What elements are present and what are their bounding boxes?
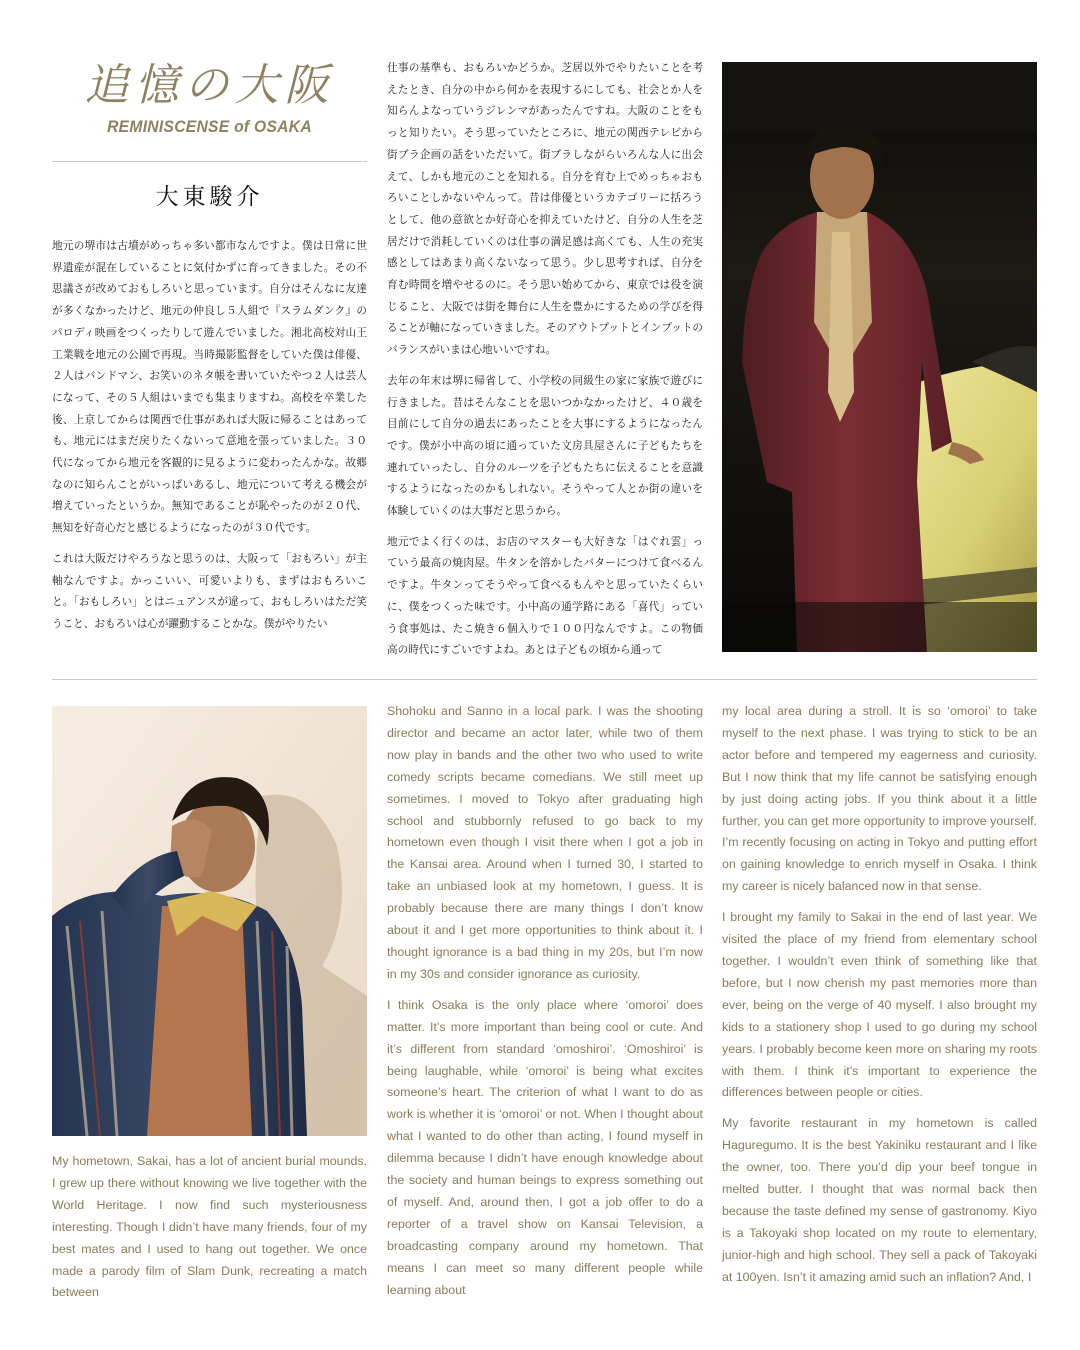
- en-col2-paragraph: Shohoku and Sanno in a local park. I was the shooting director and became an actor later, while two of them now play in bands and the other two who used to write comedy scripts became comedians. We still meet up sometimes. I moved to Tokyo after graduating high school and stubbornly refused to go back to my hometown even though I visit there when I got a job in the Kansai area. Around when I turned 30, I started to take an unbiased look at my hometown, I guess. It is probably because there are many things I don’t know about it and I get more opportunities to think about it. I thought ignorance is a bad thing in my 20s, but I’m now in my 30s and consider ignorance as curiosity.: [387, 704, 703, 981]
- title-divider: [52, 161, 367, 162]
- portrait-photo-suit: [722, 62, 1037, 652]
- jp-column-2: [387, 58, 703, 658]
- jp-col2-paragraph: 地元でよく行くのは、お店のマスターも大好きな「はぐれ雲」っていう最高の焼肉屋。牛タンを溶かしたバターにつけて食べるんですよ。牛タンってそうやって食べるもんやと思っていたくらいに、僕をつくった味です。小中高の通学路にある「喜代」っていう食事処は、たこ焼き６個入りで１００円なんですよ。この物価高の時代にすごいですよね。あとは子どもの頃から通って: [387, 535, 703, 657]
- author-name: 大東駿介: [155, 184, 264, 210]
- section-divider: [52, 679, 1037, 680]
- title-english: REMINISCENSE of OSAKA: [107, 117, 312, 136]
- jp-col2-paragraph: 去年の年末は堺に帰省して、小学校の同級生の家に家族で遊びに行きました。昔はそんなことを思いつかなかったけど、４０歳を目前にして自分の過去にあったことを大事にするようになったんです。僕が小中高の頃に通っていた文房具屋さんに子どもたちを連れていったし、自分のルーツを子どもたちに伝えることを意識するようになったのかもしれない。そうやって人とか街の違いを体験していくのは大事だと思うから。: [387, 374, 703, 518]
- en-col3-paragraph: my local area during a stroll. It is so ‘omoroi’ to take myself to the next phase. I was trying to stick to be an actor before and tempered my eagerness and curiosity. But I now think that my life cannot be satisfying enough by just doing acting jobs. If you think about it a little further, you can get more opportunity to improve yourself. I’m recently focusing on acting in Tokyo and putting effort on gaining knowledge to enrich myself in Osaka. I think my career is nicely balanced now in that sense.: [722, 704, 1037, 894]
- jp-col1-paragraph: 地元の堺市は古墳がめっちゃ多い都市なんですよ。僕は日常に世界遺産が混在していることに気付かずに育ってきました。その不思議さが改めておもしろいと思っています。自分はそんなに友達が多くなかったけど、地元の仲良し５人組で『スラムダンク』のパロディ映画をつくったりして遊んでいました。湘北高校対山王工業戦を地元の公園で再現。当時撮影監督をしていた僕は俳優、２人はバンドマン、お笑いのネタ帳を書いていたやつ２人は芸人になって、その５人組はいまでも集まりますね。高校を卒業した後、上京してからは関西で仕事があれば大阪に帰ることはあっても、地元にはまだ戻りたくないって意地を張っていました。３０代になってから地元を客観的に見るように変わったんかな。故郷なのに知らんことがいっぱいあるし、地元について考える機会が増えていったというか。無知であることが恥やったのが２０代、無知を好奇心だと感じるようになったのが３０代です。: [52, 240, 367, 535]
- en-column-1: [52, 1151, 367, 1300]
- en-column-3: [722, 701, 1037, 1291]
- jp-column-1: [52, 236, 367, 656]
- title-japanese: 追憶の大阪: [84, 60, 335, 111]
- en-col2-paragraph: I think Osaka is the only place where ‘omoroi’ does matter. It’s more important than being cool or cute. And it’s different from standard ‘omoshiroi’. ‘Omoshiroi’ is being laughable, while ‘omoroi’ is being what excites someone’s heart. The criterion of what I want to do as work is whether it is ‘omoroi’ or not. When I thought about what I wanted to do other than acting, I found myself in dilemma because I didn’t have enough knowledge about the society and human beings to express something out of myself. And, around then, I got a job offer to do a reporter of a travel show on Kansai Television, a broadcasting company around my hometown. That means I can meet so many different people while learning about: [387, 997, 703, 1297]
- en-col3-paragraph: My favorite restaurant in my hometown is called Haguregumo. It is the best Yakiniku restaurant and I like the owner, too. There you’d dip your beef tongue in melted butter. I thought that was normal back then because the taste defined my sense of gastronomy. Kiyo is a Takoyaki shop located on my route to elementary, junior-high and high school. They sell a pack of Takoyaki at 100yen. Isn’t it amazing amid such an inflation? And, I: [722, 1116, 1037, 1284]
- en-column-2: [387, 701, 703, 1297]
- jp-col2-paragraph: 仕事の基準も、おもろいかどうか。芝居以外でやりたいことを考えたとき、自分の中から何かを表現するにしても、社会とか人を知らんよなっていうジレンマがあったんですね。大阪のことをもっと知りたい。そう思っていたところに、地元の関西テレビから街ブラ企画の話をいただいて。街ブラしながらいろんな人に出会えて、しかも地元のことを知れる。自分を育む上でめっちゃおもろいことしかないやんって。昔は俳優というカテゴリーに括ろうとして、他の意欲とか好奇心を抑えていたけど、自分の人生を芝居だけで消耗していくのは仕事の満足感は高くても、人生の充実感としてはあまり高くないなって思う。少し思考すれば、自分を育む時間を増やせるのに。そう思い始めてから、東京では役を演じること、大阪では街を舞台に人生を豊かにするための学びを得ることが軸になっていきました。そのアウトプットとインプットのバランスがいまは心地いいですね。: [387, 62, 704, 357]
- jp-col1-paragraph: これは大阪だけやろうなと思うのは、大阪って「おもろい」が主軸なんですよ。かっこいい、可愛いよりも、まずはおもろいこと。「おもしろい」とはニュアンスが違って、おもしろいはただ笑うこと、おもろいは心が躍動することかな。僕がやりたい: [52, 552, 367, 630]
- en-col1-paragraph: My hometown, Sakai, has a lot of ancient burial mounds. I grew up there without knowing we live together with the World Heritage. I now find such mysteriousness interesting. Though I didn’t have many friends, four of my best mates and I used to hang out together. We once made a parody film of Slam Dunk, recreating a match between: [52, 1154, 367, 1300]
- portrait-photo-jacket: [52, 706, 367, 1136]
- en-col3-paragraph: I brought my family to Sakai in the end of last year. We visited the place of my friend from elementary school together. I wouldn’t even think of something like that before, but I now cherish my past memories more than ever, being on the verge of 40 myself. I also brought my kids to a stationery shop I used to go during my school years. I probably become keen more on sharing my roots with them. I think it’s important to experience the differences between people or cities.: [722, 910, 1037, 1100]
